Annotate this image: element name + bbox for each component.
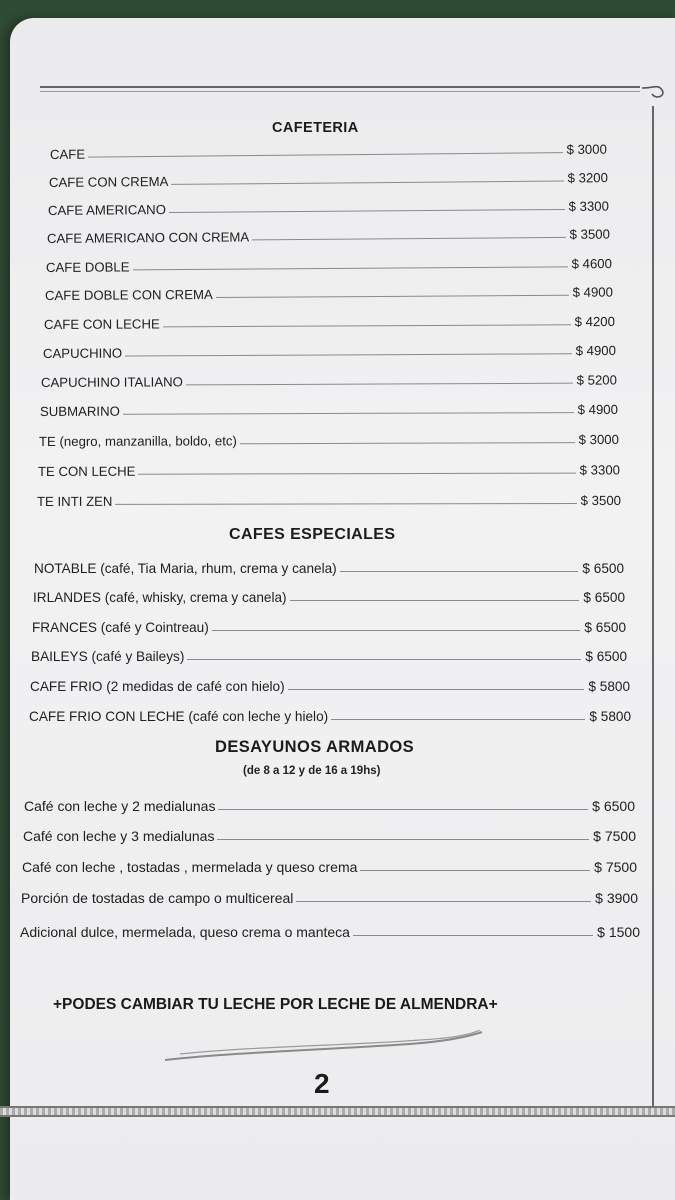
item-name: CAFE CON LECHE	[43, 316, 160, 332]
item-price: $ 6500	[584, 620, 626, 635]
decorative-swoosh	[160, 1030, 490, 1070]
frame-right-border	[652, 106, 654, 1106]
menu-item	[21, 890, 638, 906]
item-price: $ 4900	[572, 284, 613, 300]
menu-item	[32, 620, 626, 635]
dot-leader	[218, 809, 588, 810]
dot-leader	[125, 353, 572, 356]
item-price: $ 3900	[595, 890, 638, 906]
item-price: $ 6500	[583, 590, 625, 605]
dot-leader	[240, 442, 575, 444]
section-title-cafeteria: CAFETERIA	[272, 120, 359, 136]
dot-leader	[115, 503, 576, 505]
almond-milk-note: +PODES CAMBIAR TU LECHE POR LECHE DE ALMENDRA+	[53, 996, 498, 1013]
corner-ornament	[640, 82, 670, 112]
item-price: $ 6500	[582, 561, 624, 576]
item-price: $ 3000	[578, 431, 619, 448]
item-name: Café con leche , tostadas , mermelada y queso crema	[22, 859, 358, 875]
dot-leader	[290, 600, 580, 601]
item-name: TE (negro, manzanilla, boldo, etc)	[38, 433, 237, 449]
frame-top-border	[40, 86, 640, 92]
item-price: $ 6500	[585, 649, 627, 664]
item-name: Café con leche y 3 medialunas	[23, 828, 215, 844]
item-name: CAFE DOBLE	[45, 259, 130, 275]
section-title-desayunos: DESAYUNOS ARMADOS	[215, 738, 415, 756]
item-price: $ 5800	[589, 709, 631, 724]
menu-item	[29, 709, 631, 724]
menu-item	[39, 432, 619, 449]
menu-item	[33, 590, 625, 605]
item-price: $ 3300	[568, 198, 609, 214]
dot-leader	[217, 839, 589, 840]
item-price: $ 7500	[593, 828, 636, 844]
item-name: CAFE AMERICANO	[47, 202, 166, 218]
frame-bottom-border	[0, 1106, 675, 1117]
dot-leader	[187, 659, 581, 660]
item-price: $ 3500	[569, 226, 610, 242]
dot-leader	[353, 935, 593, 936]
menu-item	[20, 924, 640, 940]
dot-leader	[123, 412, 574, 415]
item-name: Café con leche y 2 medialunas	[24, 798, 216, 814]
dot-leader	[252, 237, 565, 240]
section-subtitle-hours: (de 8 a 12 y de 16 a 19hs)	[243, 765, 381, 777]
menu-item	[37, 493, 621, 509]
item-name: IRLANDES (café, whisky, crema y canela)	[33, 590, 287, 605]
item-name: BAILEYS (café y Baileys)	[31, 649, 185, 664]
menu-item	[30, 679, 630, 694]
item-name: CAPUCHINO	[42, 345, 123, 361]
dot-leader	[212, 630, 581, 631]
dot-leader	[288, 689, 585, 690]
item-name: SUBMARINO	[39, 403, 120, 419]
page-number: 2	[314, 1068, 330, 1099]
item-name: TE CON LECHE	[37, 463, 136, 479]
item-price: $ 3500	[580, 492, 621, 509]
menu-item	[44, 314, 615, 332]
item-price: $ 3200	[567, 170, 608, 186]
item-price: $ 3000	[566, 141, 607, 158]
item-price: $ 4200	[574, 314, 615, 330]
dot-leader	[169, 209, 565, 213]
item-name: CAFE CON CREMA	[48, 173, 169, 190]
item-price: $ 5200	[576, 372, 617, 388]
dot-leader	[186, 383, 573, 386]
item-name: TE INTI ZEN	[36, 493, 113, 509]
dot-leader	[171, 181, 563, 185]
item-name: Porción de tostadas de campo o multicereal	[21, 890, 294, 906]
item-price: $ 4900	[577, 401, 618, 418]
item-price: $ 3300	[579, 462, 620, 478]
dot-leader	[216, 295, 569, 298]
menu-item	[24, 798, 635, 814]
item-price: $ 5800	[588, 679, 630, 694]
item-name: Adicional dulce, mermelada, queso crema o manteca	[20, 924, 350, 940]
item-name: FRANCES (café y Cointreau)	[32, 620, 209, 635]
item-price: $ 4600	[571, 256, 612, 272]
dot-leader	[340, 571, 579, 572]
menu-item	[40, 402, 618, 419]
item-name: CAPUCHINO ITALIANO	[40, 374, 183, 390]
dot-leader	[133, 266, 568, 270]
item-name: CAFE AMERICANO CON CREMA	[46, 229, 250, 246]
dot-leader	[138, 473, 575, 475]
menu-item	[43, 343, 616, 361]
item-name: CAFE FRIO CON LECHE (café con leche y hielo)	[29, 709, 329, 724]
menu-item	[23, 828, 636, 844]
menu-page	[10, 18, 675, 1200]
item-name: CAFE	[49, 146, 86, 162]
menu-item	[34, 561, 624, 576]
menu-item	[31, 649, 627, 664]
dot-leader	[331, 719, 585, 720]
item-price: $ 4900	[575, 343, 616, 359]
item-name: NOTABLE (café, Tia Maria, rhum, crema y canela)	[34, 561, 337, 576]
menu-item	[38, 462, 620, 479]
item-price: $ 7500	[594, 859, 637, 875]
section-title-cafes-especiales: CAFES ESPECIALES	[229, 526, 396, 543]
dot-leader	[163, 324, 571, 327]
menu-item	[22, 859, 637, 875]
item-name: CAFE FRIO (2 medidas de café con hielo)	[30, 679, 285, 694]
item-name: CAFE DOBLE CON CREMA	[44, 286, 213, 303]
item-price: $ 6500	[592, 798, 635, 814]
dot-leader	[360, 870, 590, 871]
item-price: $ 1500	[597, 924, 640, 940]
dot-leader	[296, 901, 591, 902]
dot-leader	[88, 152, 562, 158]
menu-item	[41, 372, 617, 390]
